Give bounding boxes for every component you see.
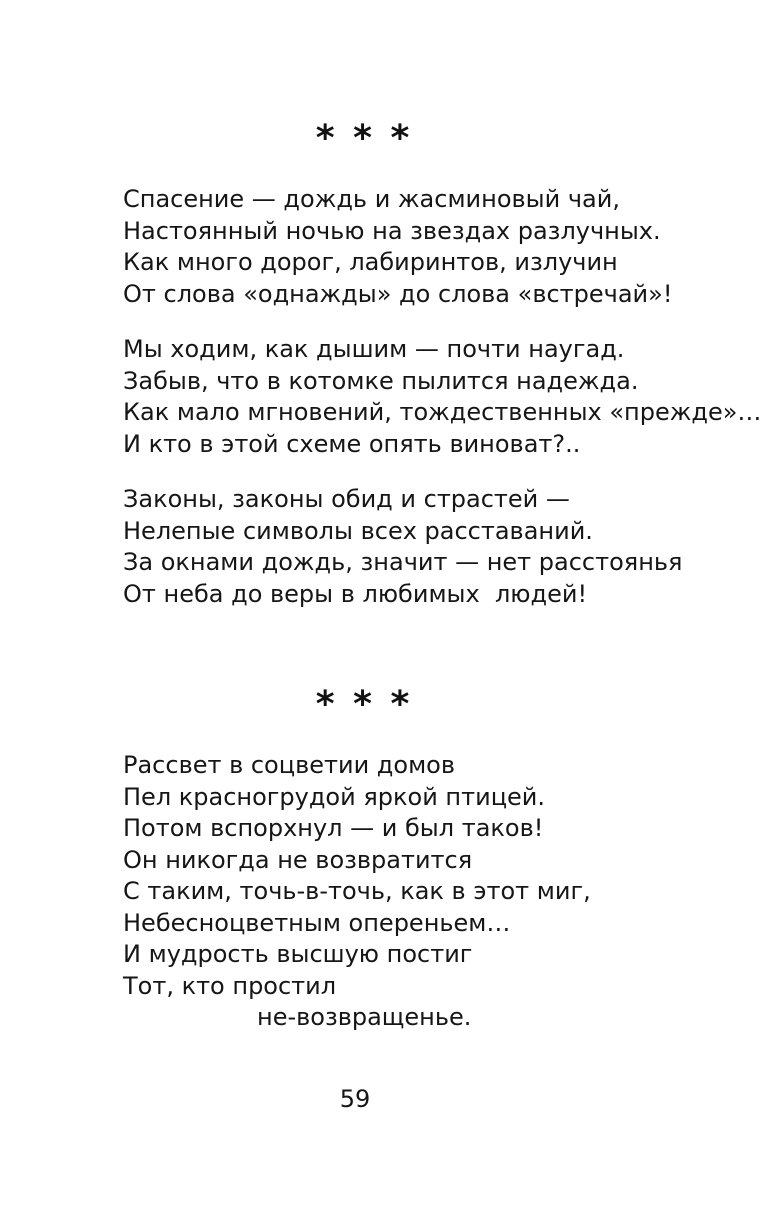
poem-line: Как много дорог, лабиринтов, излучин (123, 248, 618, 276)
poem-separator: * * * (315, 684, 413, 725)
poem-line: И мудрость высшую постиг (123, 940, 473, 968)
poem (123, 750, 605, 1034)
poem-separator: * * * (315, 118, 413, 159)
poem-line: Законы, законы обид и страстей — (123, 485, 570, 513)
poem-line: От неба до веры в любимых людей! (123, 579, 588, 608)
poem-line: Нелепые символы всех расставаний. (123, 516, 593, 545)
page-content (123, 0, 762, 1034)
stanza (123, 184, 673, 310)
stanza (123, 750, 605, 1034)
poem-line: Пел красногрудой яркой птицей. (123, 782, 546, 811)
stanza (123, 334, 762, 460)
page-number: 59 (339, 1085, 371, 1113)
poem-line: Рассвет в соцветии домов (123, 751, 456, 779)
poem-line: Как мало мгновений, тождественных «прежде»… (123, 398, 762, 426)
poem-line: Забыв, что в котомке пылится надежда. (123, 366, 639, 395)
poem-line: Мы ходим, как дышим — почти наугад. (123, 335, 625, 363)
poem-line: Тот, кто простил (123, 971, 337, 1000)
poem-line: не-возвращенье. (257, 1003, 472, 1031)
poem (123, 184, 762, 610)
poem-line: Спасение — дождь и жасминовый чай, (123, 185, 620, 213)
poem-line: С таким, точь-в-точь, как в этот миг, (123, 877, 591, 905)
poem-line: Потом вспорхнул — и был таков! (123, 814, 544, 842)
poem-line: Настоянный ночью на звездах разлучных. (123, 216, 661, 245)
poem-line: Он никогда не возвратится (123, 845, 473, 874)
poem-line: От слова «однажды» до слова «встречай»! (123, 279, 673, 308)
poem-line: За окнами дождь, значит — нет расстоянья (123, 548, 683, 576)
poem-line: И кто в этой схеме опять виноват?.. (123, 429, 581, 458)
poem-line: Небесноцветным опереньем… (123, 908, 511, 937)
stanza (123, 484, 683, 610)
